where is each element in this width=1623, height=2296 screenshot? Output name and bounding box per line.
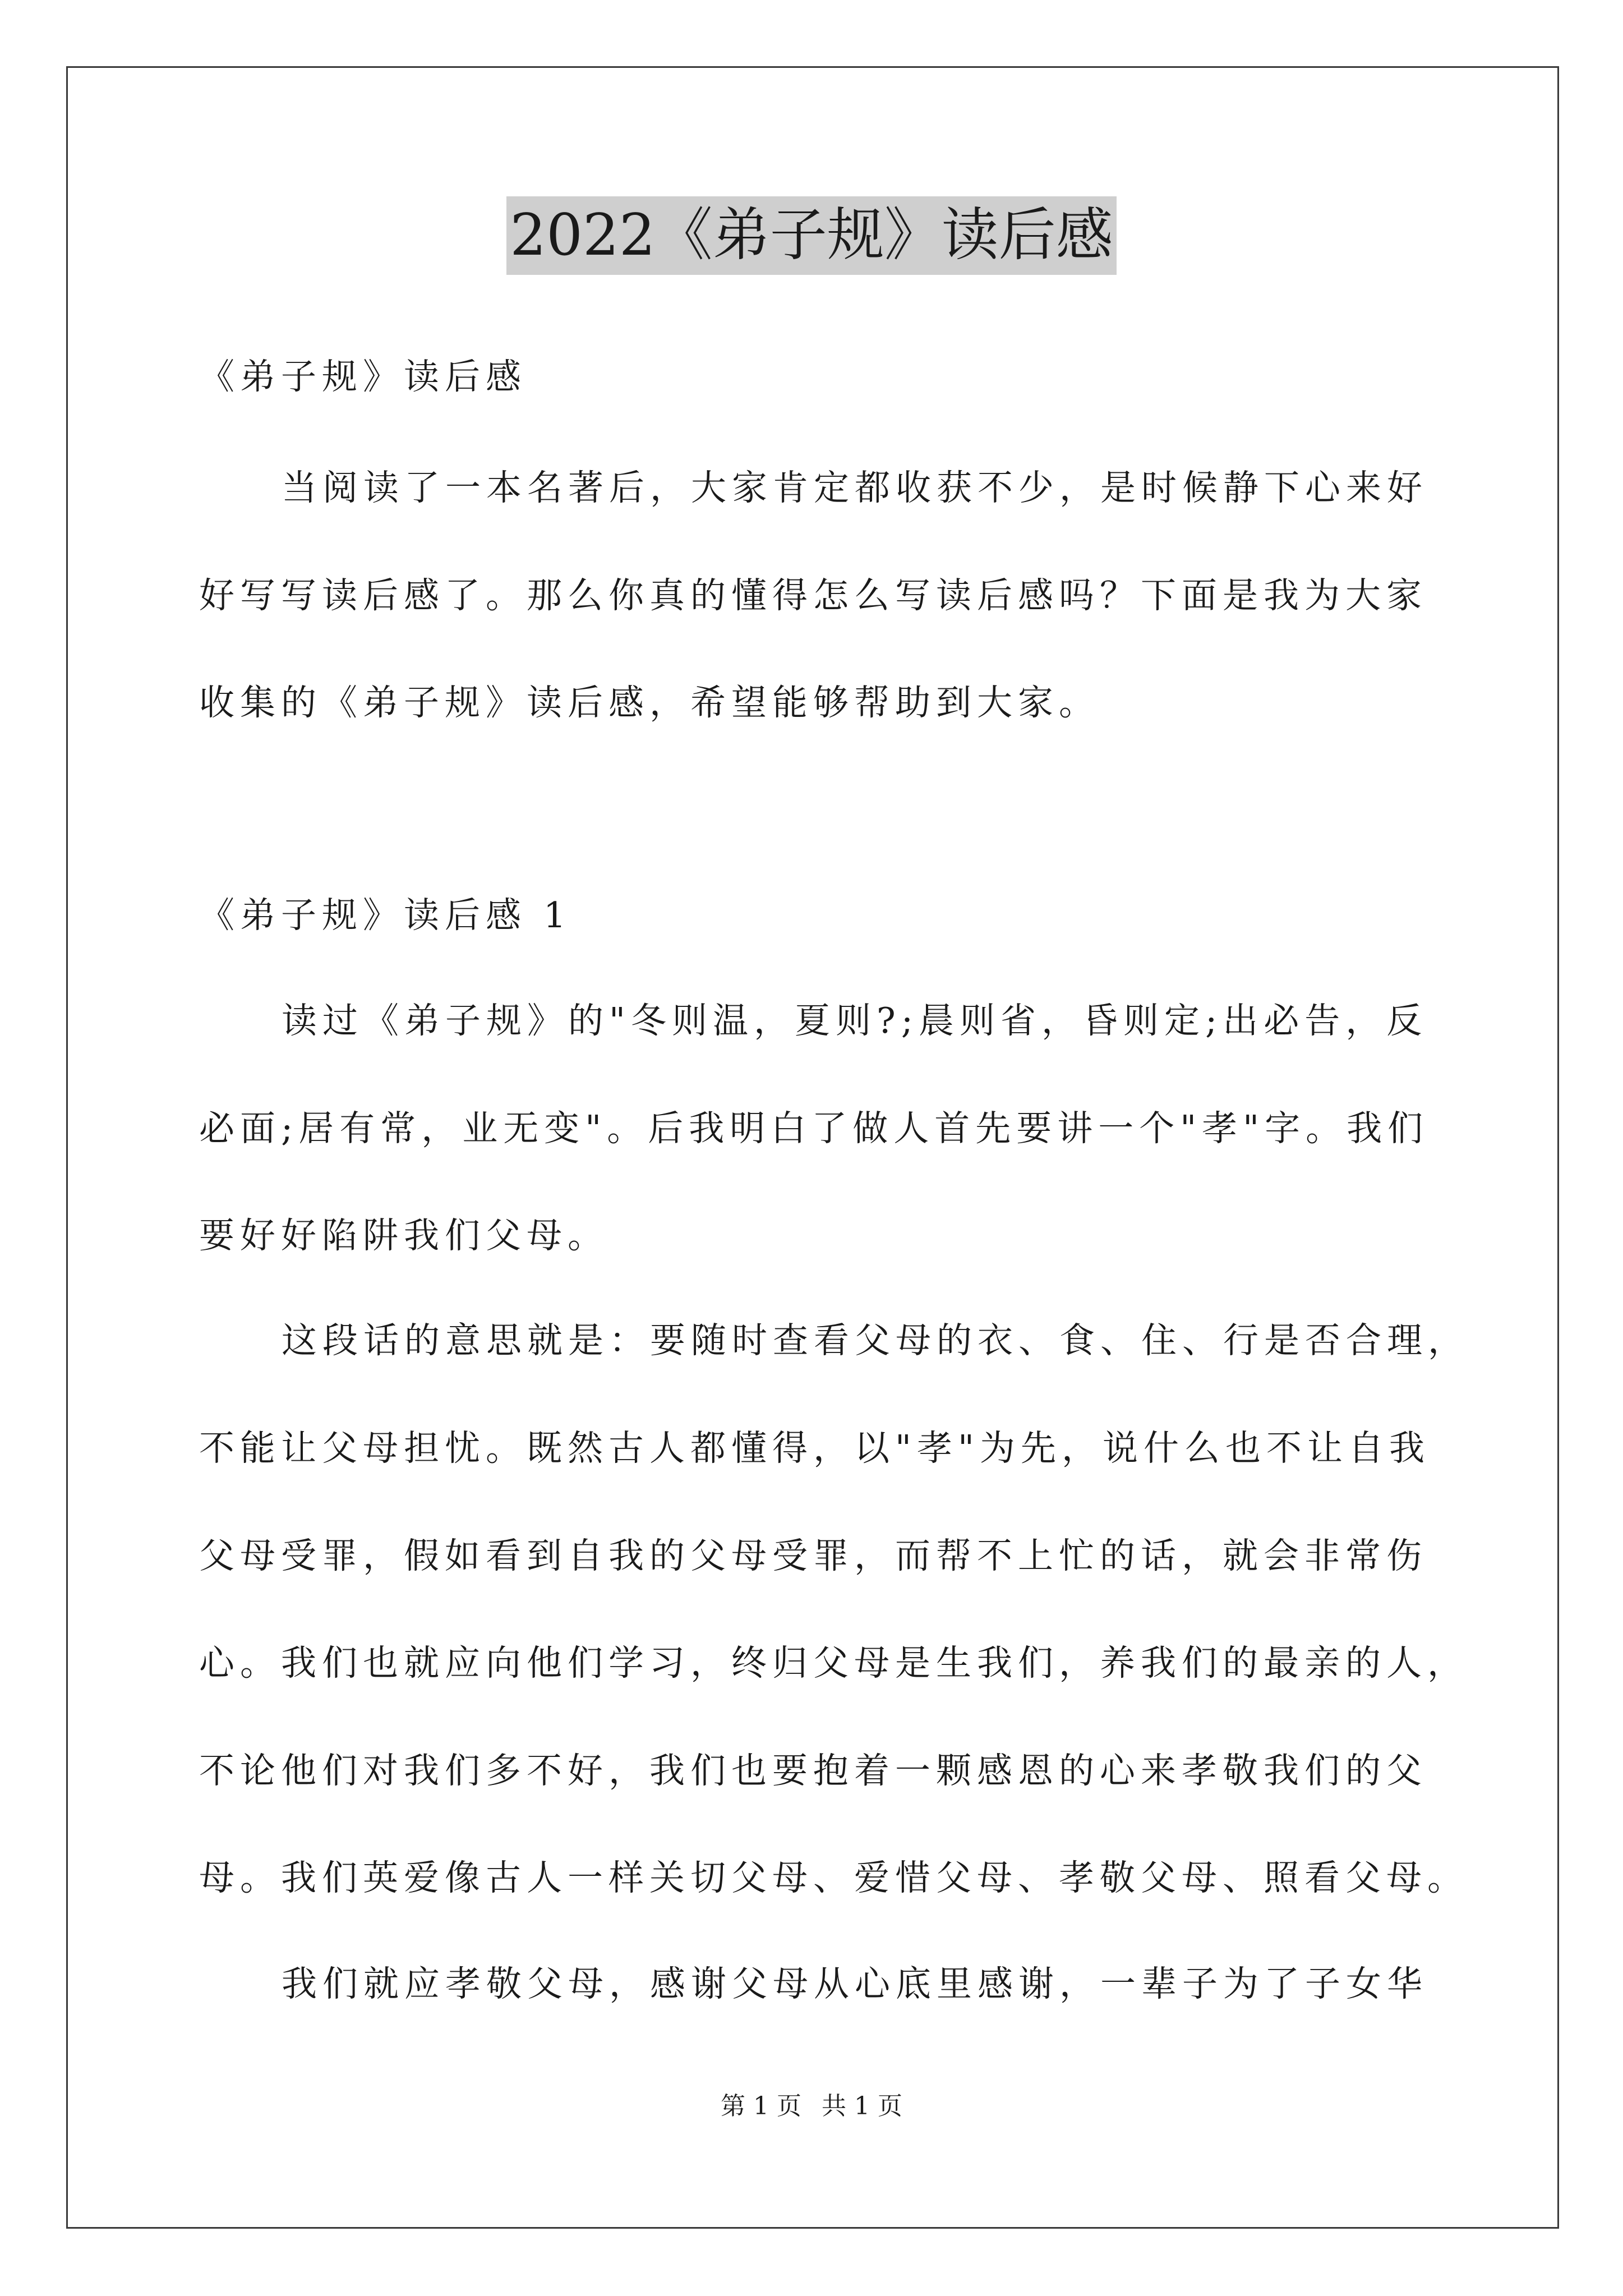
document-title: 2022《弟子规》读后感 (506, 196, 1117, 275)
page-number: 第 1 页 (721, 2092, 801, 2120)
paragraph-line: 不能让父母担忧。既然古人都懂得，以"孝"为先，说什么也不让自我 (199, 1428, 1430, 1469)
paragraph-line: 收集的《弟子规》读后感，希望能够帮助到大家。 (199, 682, 1100, 723)
page-total: 共 1 页 (822, 2092, 902, 2120)
paragraph-line: 父母受罪，假如看到自我的父母受罪，而帮不上忙的话，就会非常伤 (199, 1535, 1427, 1576)
section-heading: 《弟子规》读后感 (199, 356, 527, 397)
paragraph-line: 必面;居有常，业无变"。后我明白了做人首先要讲一个"孝"字。我们 (199, 1108, 1429, 1149)
paragraph-line: 不论他们对我们多不好，我们也要抱着一颗感恩的心来孝敬我们的父 (199, 1750, 1427, 1791)
paragraph-line: 要好好陷阱我们父母。 (199, 1215, 608, 1256)
paragraph-line: 这段话的意思就是：要随时查看父母的衣、食、住、行是否合理， (282, 1320, 1469, 1361)
paragraph-line: 读过《弟子规》的"冬则温，夏则?;晨则省，昏则定;出必告，反 (282, 1000, 1428, 1041)
paragraph-line: 心。我们也就应向他们学习，终归父母是生我们，养我们的最亲的人， (199, 1642, 1468, 1683)
paragraph-line: 母。我们英爱像古人一样关切父母、爱惜父母、孝敬父母、照看父母。 (199, 1857, 1468, 1898)
page-footer (0, 2091, 1623, 2122)
title-container (0, 196, 1623, 275)
paragraph-line: 我们就应孝敬父母，感谢父母从心底里感谢，一辈子为了子女华 (282, 1963, 1428, 2004)
paragraph-line: 好写写读后感了。那么你真的懂得怎么写读后感吗？下面是我为大家 (199, 575, 1427, 616)
section-heading: 《弟子规》读后感 1 (199, 895, 572, 936)
paragraph-line: 当阅读了一本名著后，大家肯定都收获不少，是时候静下心来好 (282, 467, 1428, 508)
